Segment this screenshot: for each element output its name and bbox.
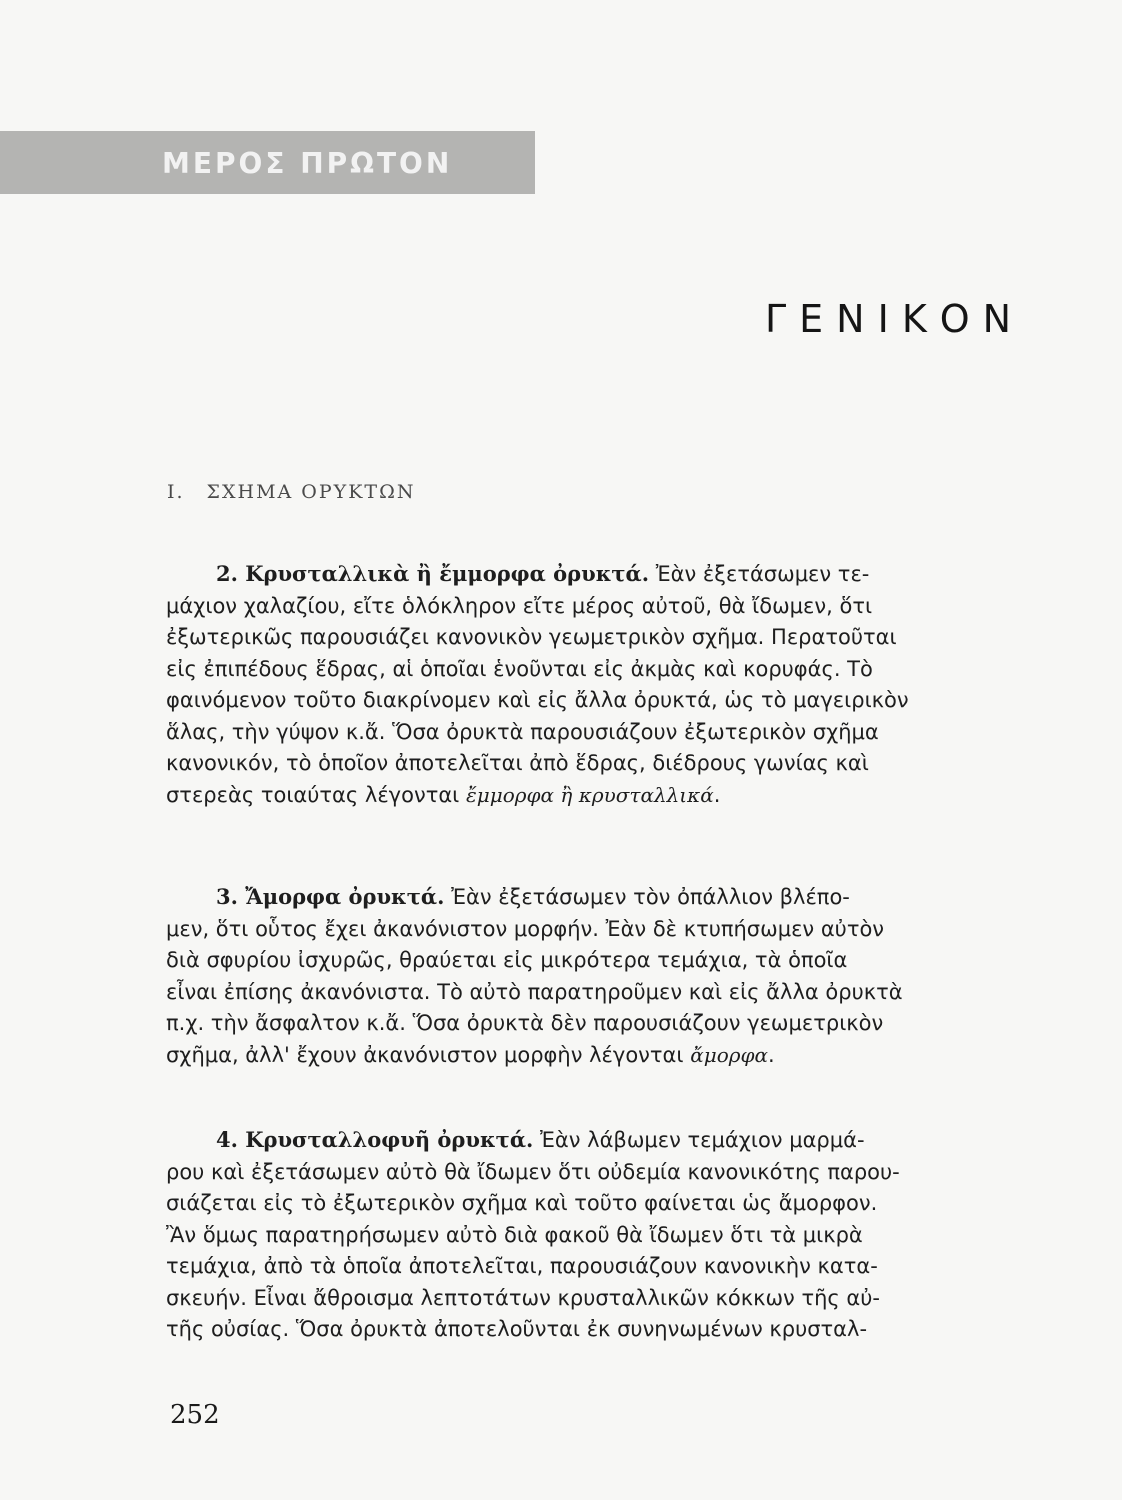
chapter-title-text: ΣΧΗΜΑ ΟΡΥΚΤΩΝ [206, 481, 416, 503]
paragraph-lead: 3. Ἄμορφα ὀρυκτά. [216, 884, 445, 909]
paragraph-lead: 4. Κρυσταλλοφυῆ ὀρυκτά. [216, 1127, 534, 1152]
paragraph-line: Ἐὰν ἐξετάσωμεν τὸν ὀπάλλιον βλέπο- [444, 885, 850, 909]
paragraph-line: σιάζεται εἰς τὸ ἐξωτερικὸν σχῆμα καὶ τοῦτο φαίνεται ὡς ἄμορφον. [166, 1191, 878, 1215]
paragraph-line: ἐξωτερικῶς παρουσιάζει κανονικὸν γεωμετρικὸν σχῆμα. Περατοῦται [166, 625, 897, 649]
paragraph-line: Ἐὰν ἐξετάσωμεν τε- [649, 562, 870, 586]
paragraph-crystallophyre-minerals [166, 1124, 1050, 1346]
paragraph-line-end: . [713, 782, 721, 807]
section-heading: ΓΕΝΙΚΟΝ [765, 297, 1025, 341]
paragraph-first-line [166, 1124, 1050, 1157]
paragraph-line: τεμάχια, ἀπὸ τὰ ὁποῖα ἀποτελεῖται, παρουσιάζουν κανονικὴν κατα- [166, 1254, 878, 1278]
paragraph-line: κανονικόν, τὸ ὁποῖον ἀποτελεῖται ἀπὸ ἕδρας, διέδρους γωνίας καὶ [166, 751, 869, 775]
paragraph-last-line [166, 780, 1050, 812]
paragraph-first-line [166, 558, 1050, 591]
paragraph-line: εἶναι ἐπίσης ἀκανόνιστα. Τὸ αὐτὸ παρατηροῦμεν καὶ εἰς ἄλλα ὀρυκτὰ [166, 979, 903, 1004]
paragraph-line-text: σχῆμα, ἀλλ' ἔχουν ἀκανόνιστον μορφὴν λέγονται [166, 1042, 691, 1067]
paragraph-line: διὰ σφυρίου ἰσχυρῶς, θραύεται εἰς μικρότερα τεμάχια, τὰ ὁποῖα [166, 948, 848, 972]
paragraph-line: Ἂν ὅμως παρατηρήσωμεν αὐτὸ διὰ φακοῦ θὰ ἴδωμεν ὅτι τὰ μικρὰ [166, 1222, 863, 1247]
page-number: 252 [170, 1400, 220, 1430]
paragraph-line: εἰς ἐπιπέδους ἕδρας, αἱ ὁποῖαι ἑνοῦνται εἰς ἀκμὰς καὶ κορυφάς. Τὸ [166, 656, 873, 681]
paragraph-last-line [166, 1040, 1050, 1072]
paragraph-line: σκευήν. Εἶναι ἄθροισμα λεπτοτάτων κρυσταλλικῶν κόκκων τῆς αὐ- [166, 1285, 880, 1310]
part-label: ΜΕΡΟΣ ΠΡΩΤΟΝ [162, 147, 453, 180]
italic-term: ἔμμορφα ἢ κρυσταλλικά [465, 782, 714, 807]
italic-term: ἄμορφα [690, 1042, 768, 1067]
paragraph-line: μάχιον χαλαζίου, εἴτε ὁλόκληρον εἴτε μέρος αὐτοῦ, θὰ ἴδωμεν, ὅτι [166, 593, 873, 618]
paragraph-line: π.χ. τὴν ἄσφαλτον κ.ἄ. Ὅσα ὀρυκτὰ δὲν παρουσιάζουν γεωμετρικὸν [166, 1011, 884, 1035]
paragraph-line: ρου καὶ ἐξετάσωμεν αὐτὸ θὰ ἴδωμεν ὅτι οὐδεμία κανονικότης παρου- [166, 1159, 900, 1184]
part-banner [0, 131, 535, 194]
paragraph-line: Ἐὰν λάβωμεν τεμάχιον μαρμά- [533, 1128, 865, 1152]
chapter-number: I. [167, 481, 185, 503]
chapter-title [167, 481, 415, 503]
paragraph-line: μεν, ὅτι οὗτος ἔχει ἀκανόνιστον μορφήν. Ἐὰν δὲ κτυπήσωμεν αὐτὸν [166, 916, 885, 941]
paragraph-lead: 2. Κρυσταλλικὰ ἢ ἔμμορφα ὀρυκτά. [216, 561, 650, 586]
paragraph-crystalline-minerals [166, 558, 1050, 811]
paragraph-line-end: . [768, 1042, 775, 1067]
paragraph-line: ἅλας, τὴν γύψον κ.ἄ. Ὅσα ὀρυκτὰ παρουσιάζουν ἐξωτερικὸν σχῆμα [166, 719, 879, 744]
paragraph-first-line [166, 881, 1050, 914]
paragraph-amorphous-minerals [166, 881, 1050, 1071]
paragraph-line-text: στερεὰς τοιαύτας λέγονται [166, 782, 466, 807]
paragraph-line: φαινόμενον τοῦτο διακρίνομεν καὶ εἰς ἄλλα ὀρυκτά, ὡς τὸ μαγειρικὸν [166, 688, 909, 712]
paragraph-line: τῆς οὐσίας. Ὅσα ὀρυκτὰ ἀποτελοῦνται ἐκ συνηνωμένων κρυσταλ- [166, 1317, 868, 1341]
